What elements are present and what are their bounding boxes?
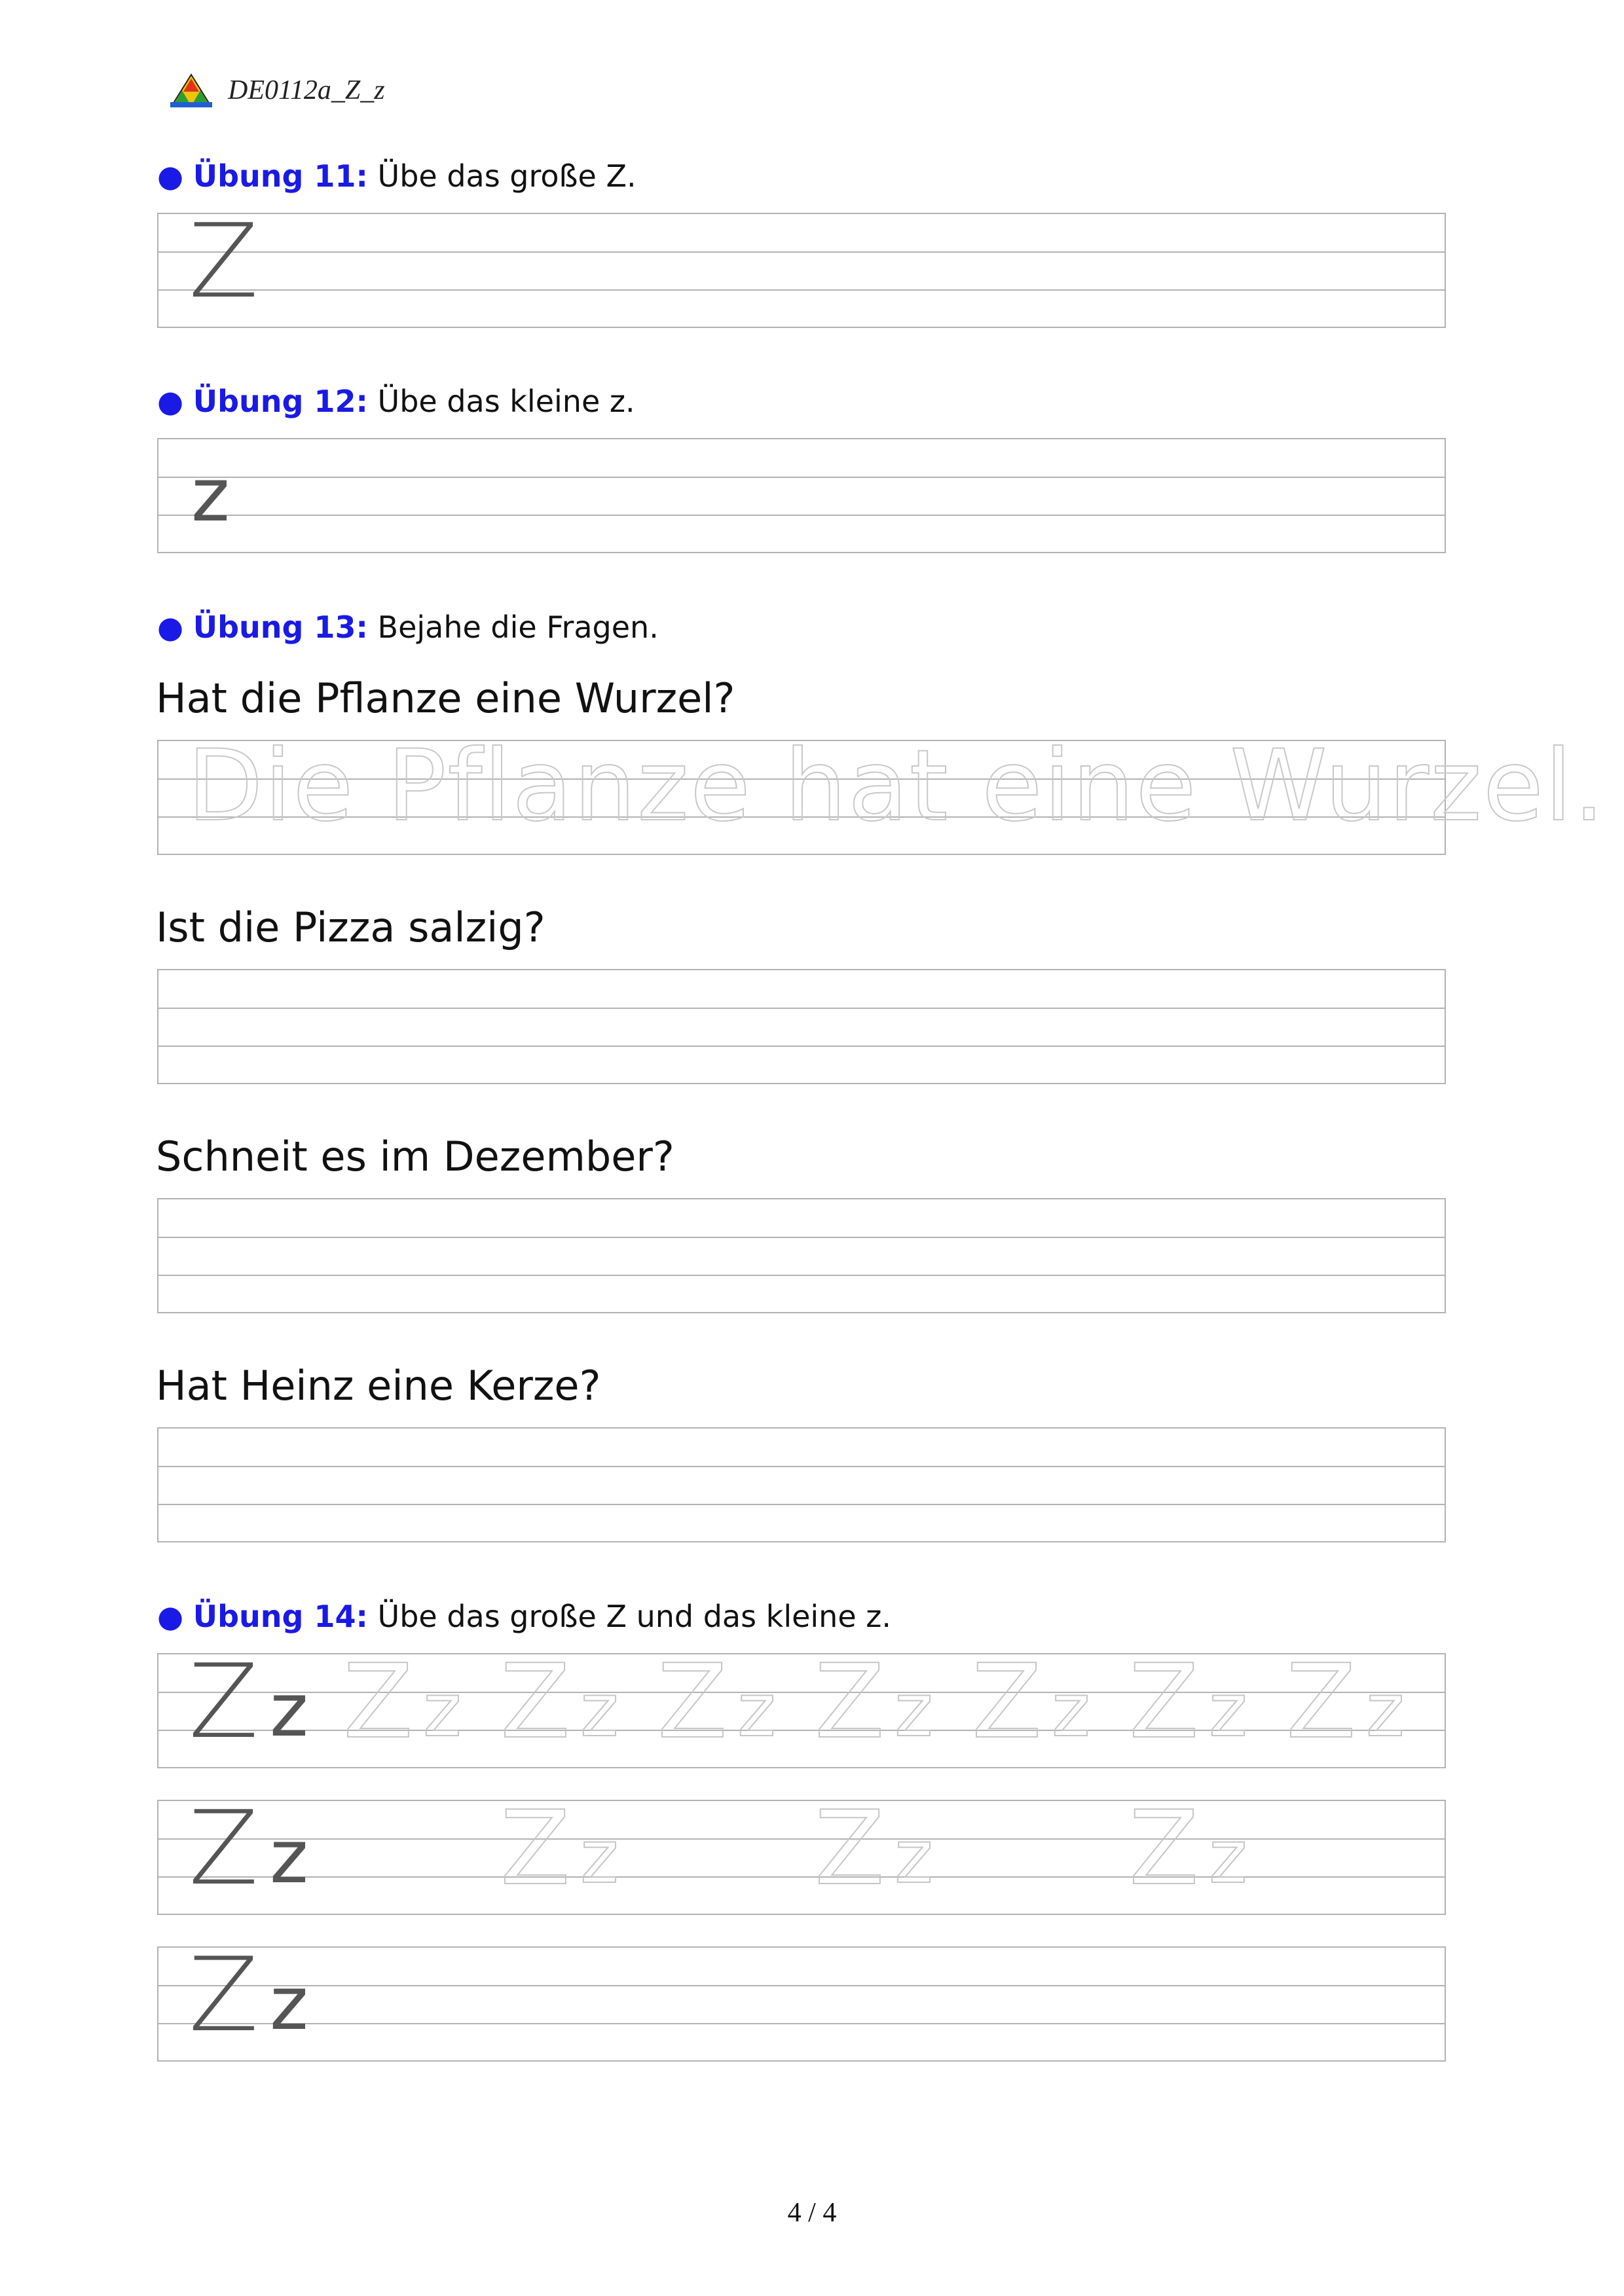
answer-lines-3[interactable] [157,1198,1446,1313]
bullet-icon: ● [157,610,184,645]
example-lower: z [270,1961,308,2047]
trace-lower: z [1209,1815,1247,1900]
writing-lines-ex14-row2[interactable] [157,1789,1446,1915]
question-3: Schneit es im Dezember? [156,1133,674,1180]
traced-answer: Die Pflanze hat eine Wurzel. [187,729,1606,843]
exercise-number: Übung 11: [193,158,368,194]
trace-upper: Z [815,1642,885,1761]
answer-lines-4[interactable] [157,1427,1446,1542]
exercise-number: Übung 12: [193,384,368,419]
example-upper: Z [189,1642,259,1761]
trace-lower: z [895,1668,933,1753]
question-4: Hat Heinz eine Kerze? [156,1362,601,1410]
exercise-number: Übung 13: [193,610,368,645]
exercise-instruction: Übe das kleine z. [377,384,635,419]
trace-lower: z [1366,1668,1405,1753]
exercise-14-heading [157,1599,892,1634]
trace-upper: Z [657,1642,728,1761]
trace-lower: z [1209,1668,1247,1753]
trace-upper: Z [1286,1642,1356,1761]
exercise-13-heading [157,610,659,645]
example-lower: z [270,1668,308,1753]
bullet-icon: ● [157,384,184,419]
example-upper: Z [189,1935,259,2054]
trace-lower: z [737,1668,776,1753]
trace-upper: Z [1129,1789,1199,1908]
example-letter: Z [189,202,259,321]
exercise-instruction: Übe das große Z und das kleine z. [377,1599,892,1634]
trace-lower: z [895,1815,933,1900]
trace-lower: z [1052,1668,1090,1753]
exercise-number: Übung 14: [193,1599,368,1634]
writing-lines-ex14-row3[interactable] [157,1935,1446,2062]
writing-lines-ex12[interactable] [157,438,1446,553]
trace-upper: Z [972,1642,1042,1761]
logo-icon [169,73,213,110]
exercise-11-heading [157,158,637,194]
bullet-icon: ● [157,158,184,194]
trace-lower: z [580,1815,619,1900]
question-1: Hat die Pflanze eine Wurzel? [156,674,735,722]
exercise-instruction: Übe das große Z. [377,158,637,194]
trace-upper: Z [815,1789,885,1908]
trace-lower: z [423,1668,462,1753]
trace-upper: Z [1129,1642,1199,1761]
trace-upper: Z [500,1642,570,1761]
question-2: Ist die Pizza salzig? [156,903,545,951]
example-upper: Z [189,1789,259,1908]
example-lower: z [270,1815,308,1900]
example-letter: z [191,453,230,538]
answer-lines-2[interactable] [157,969,1446,1084]
writing-lines-ex11[interactable] [157,202,1446,328]
trace-lower: z [580,1668,619,1753]
bullet-icon: ● [157,1599,184,1634]
exercise-12-heading [157,384,635,419]
writing-lines-ex14-row1[interactable] [157,1642,1446,1768]
document-id: DE0112a_Z_z [228,75,385,105]
trace-upper: Z [500,1789,570,1908]
exercise-instruction: Bejahe die Fragen. [377,610,659,645]
answer-lines-1[interactable] [157,729,1606,855]
trace-upper: Z [343,1642,413,1761]
page-number: 4 / 4 [787,2198,837,2228]
